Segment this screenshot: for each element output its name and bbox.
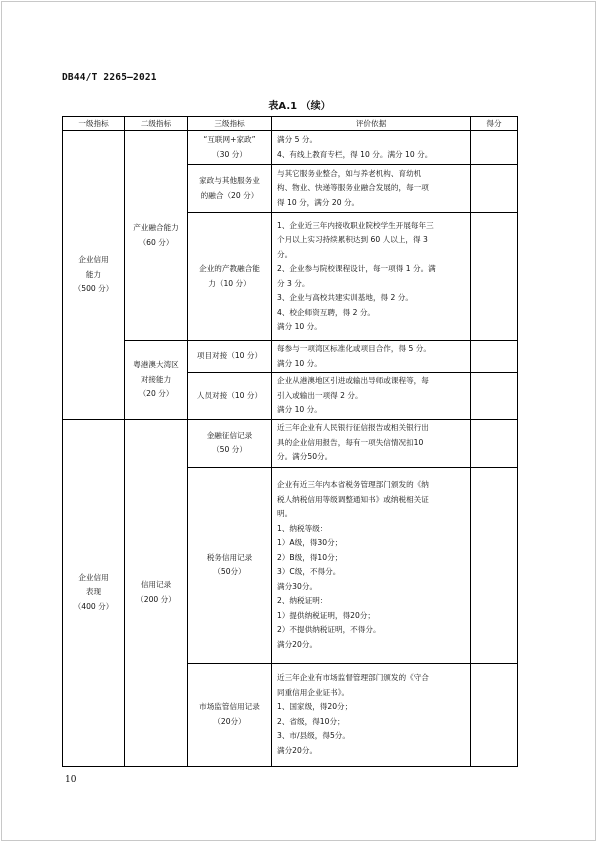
evaluation-table — [62, 116, 518, 767]
basis-cell: 与其它服务业整合，如与养老机构、育幼机 构、物业、快递等服务业融合发展的，每一项 得 10 分，满分 20 分。 — [272, 165, 471, 213]
level1-cell-credit-performance: 企业信用 表现 （400 分） — [63, 419, 125, 766]
column-header-level2: 二级指标 — [125, 117, 188, 131]
column-header-level3: 三级指标 — [188, 117, 272, 131]
level2-cell-credit-record: 信用记录 （200 分） — [125, 419, 188, 766]
column-header-score: 得分 — [471, 117, 518, 131]
level3-cell: 家政与其他服务业 的融合（20 分） — [188, 165, 272, 213]
table-row — [63, 419, 518, 467]
basis-cell: 企业从港澳地区引进或输出导师或课程等，每 引入或输出一项得 2 分。 满分 10 分。 — [272, 373, 471, 420]
table-row — [63, 131, 518, 165]
basis-cell: 1、企业近三年内接收职业院校学生开展每年三 个月以上实习持续累积达到 60 人以上，得 3 分。 2、企业参与院校课程设计，每一项得 1 分。满 分 3 分。 3、企业与高校共建实训基地，得 2 分。 4、校企师资互聘，得 2 分。 满分 10 分。 — [272, 213, 471, 341]
basis-cell: 近三年企业有人民银行征信报告或相关银行出 具的企业信用报告，每有一项失信情况扣10 分。满分50分。 — [272, 419, 471, 467]
column-header-basis: 评价依据 — [272, 117, 471, 131]
table-row — [63, 341, 518, 373]
score-cell — [471, 341, 518, 373]
column-header-level1: 一级指标 — [63, 117, 125, 131]
basis-cell: 企业有近三年内本省税务管理部门颁发的《纳 税人纳税信用等级调整通知书》或纳税相关证 明。 1、纳税等级： 1）A级，得30分； 2）B级，得10分； 3）C级，不得分。 满分30分。 2、纳税证明： 1）提供纳税证明，得20分； 2）不提供纳税证明，不得分。 满分20分。 — [272, 467, 471, 663]
score-cell — [471, 663, 518, 766]
score-cell — [471, 467, 518, 663]
level3-cell: 税务信用记录 （50分） — [188, 467, 272, 663]
level3-cell: “互联网+家政” （30 分） — [188, 131, 272, 165]
score-cell — [471, 213, 518, 341]
score-cell — [471, 131, 518, 165]
level3-cell: 市场监管信用记录 （20分） — [188, 663, 272, 766]
level3-cell: 金融征信记录 （50 分） — [188, 419, 272, 467]
document-code: DB44/T 2265—2021 — [62, 72, 157, 83]
page-number: 10 — [65, 775, 77, 785]
level3-cell: 企业的产教融合能 力（10 分） — [188, 213, 272, 341]
basis-cell: 每参与一项湾区标准化或项目合作，得 5 分。 满分 10 分。 — [272, 341, 471, 373]
score-cell — [471, 165, 518, 213]
score-cell — [471, 373, 518, 420]
basis-cell: 满分 5 分。 4、有线上教育专栏，得 10 分。满分 10 分。 — [272, 131, 471, 165]
level1-cell-credit-capability: 企业信用 能力 （500 分） — [63, 131, 125, 420]
basis-cell: 近三年企业有市场监督管理部门颁发的《守合 同重信用企业证书》。 1、国家级，得20分； 2、省级，得10分； 3、市/县级，得5分。 满分20分。 — [272, 663, 471, 766]
score-cell — [471, 419, 518, 467]
level3-cell: 人员对接（10 分） — [188, 373, 272, 420]
header-row — [63, 117, 518, 131]
table-title: 表A.1 （续） — [268, 101, 331, 112]
level3-cell: 项目对接（10 分） — [188, 341, 272, 373]
level2-cell-gba-docking: 粤港澳大湾区 对接能力 （20 分） — [125, 341, 188, 420]
level2-cell-industry-integration: 产业融合能力 （60 分） — [125, 131, 188, 341]
